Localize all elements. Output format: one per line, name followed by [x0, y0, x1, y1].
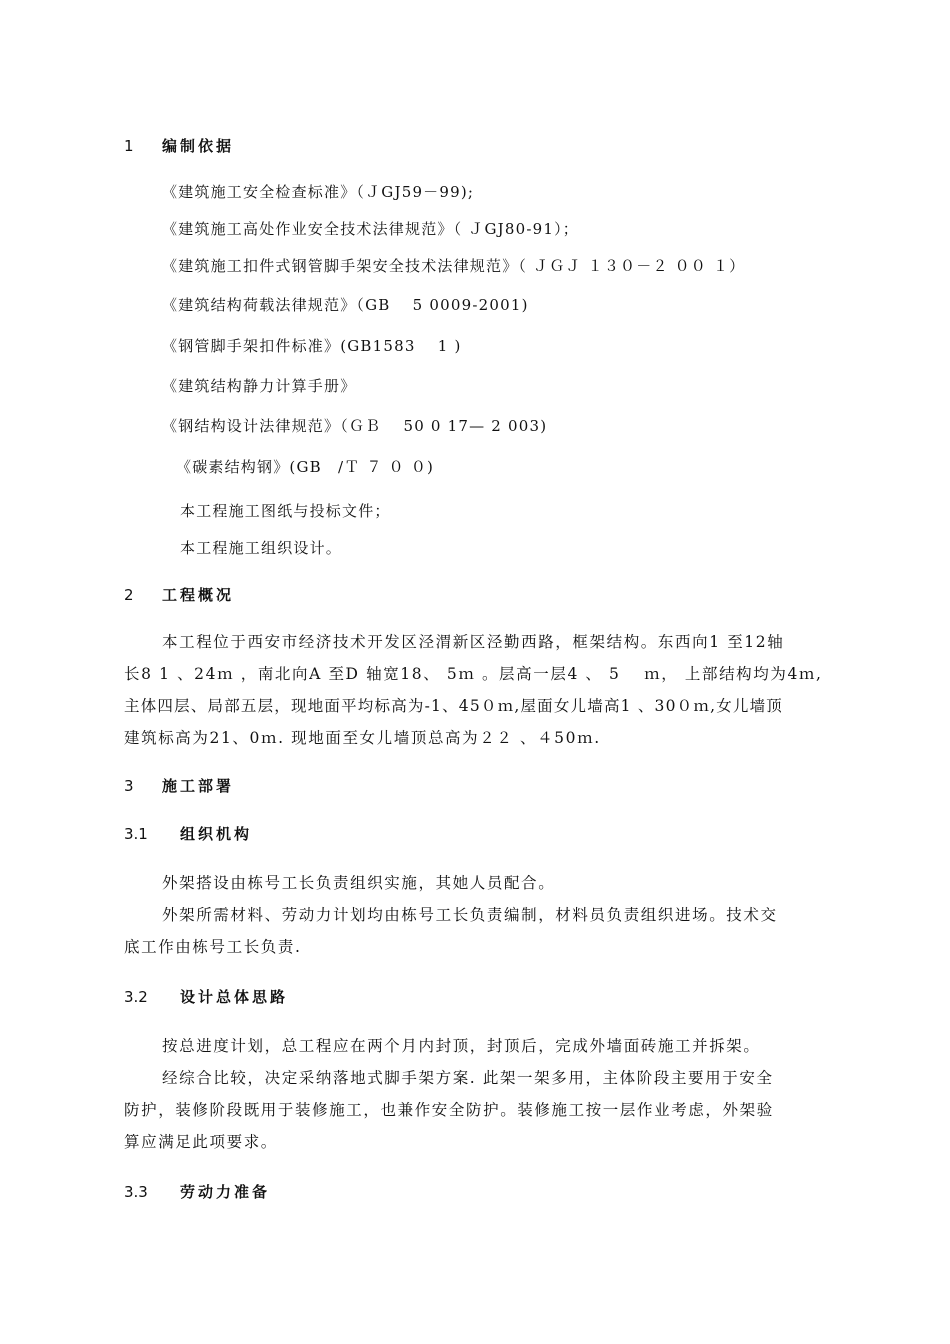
design-line: 经综合比较，决定采纳落地式脚手架方案. 此架一架多用，主体阶段主要用于安全	[162, 1069, 774, 1087]
reference-item: 本工程施工图纸与投标文件；	[180, 502, 391, 520]
org-line: 底工作由栋号工长负责.	[124, 938, 302, 956]
overview-line: 主体四层、局部五层，现地面平均标高为-1、45０ｍ,屋面女儿墙高1 、30０ｍ,女儿墙顶	[124, 697, 783, 715]
design-line: 按总进度计划，总工程应在两个月内封顶，封顶后，完成外墙面砖施工并拆架。	[162, 1037, 761, 1055]
reference-item: 本工程施工组织设计。	[180, 539, 343, 557]
overview-line: 建筑标高为21、0ｍ. 现地面至女儿墙顶总高为２２ 、４50ｍ.	[124, 729, 601, 747]
subsection-heading: 组织机构	[180, 825, 253, 843]
reference-item: 《钢管脚手架扣件标准》(GB1583 1 )	[162, 337, 462, 355]
reference-item: 《钢结构设计法律规范》（ＧＢ 50 0 17— 2 003)	[162, 417, 548, 435]
org-line: 外架搭设由栋号工长负责组织实施，其她人员配合。	[162, 874, 556, 892]
org-line: 外架所需材料、劳动力计划均由栋号工长负责编制，材料员负责组织进场。技术交	[162, 906, 778, 924]
design-line: 算应满足此项要求。	[124, 1133, 278, 1151]
reference-item: 《碳素结构钢》(GB /Ｔ ７ ０ ０)	[176, 458, 435, 476]
section-number: 2	[124, 586, 134, 604]
reference-item: 《建筑施工高处作业安全技术法律规范》（ ＪGJ80-91）；	[162, 220, 580, 238]
overview-line: 本工程位于西安市经济技术开发区泾渭新区泾勤西路，框架结构。东西向1 至12轴	[162, 633, 785, 651]
overview-line: 长8 1 、24ｍ ，南北向A 至D 轴宽18、 5ｍ 。层高一层4 、 5 ｍ， 上部结构均为4ｍ,	[124, 665, 823, 683]
subsection-number: 3.3	[124, 1183, 148, 1201]
subsection-heading: 劳动力准备	[180, 1183, 271, 1201]
reference-item: 《建筑施工安全检查标准》（ＪGJ59－99);	[162, 183, 475, 201]
subsection-heading: 设计总体思路	[180, 988, 289, 1006]
reference-item: 《建筑施工扣件式钢管脚手架安全技术法律规范》（ ＪＧＪ １３０－２ ００ １）	[162, 257, 746, 275]
reference-item: 《建筑结构荷载法律规范》（GB 5 0009-2001)	[162, 296, 529, 314]
subsection-number: 3.2	[124, 988, 148, 1006]
section-heading: 施工部署	[162, 777, 235, 795]
section-heading: 编制依据	[162, 137, 235, 155]
subsection-number: 3.1	[124, 825, 148, 843]
section-heading: 工程概况	[162, 586, 235, 604]
section-number: 3	[124, 777, 134, 795]
design-line: 防护，装修阶段既用于装修施工，也兼作安全防护。装修施工按一层作业考虑，外架验	[124, 1101, 774, 1119]
section-number: 1	[124, 137, 134, 155]
reference-item: 《建筑结构静力计算手册》	[162, 377, 357, 395]
